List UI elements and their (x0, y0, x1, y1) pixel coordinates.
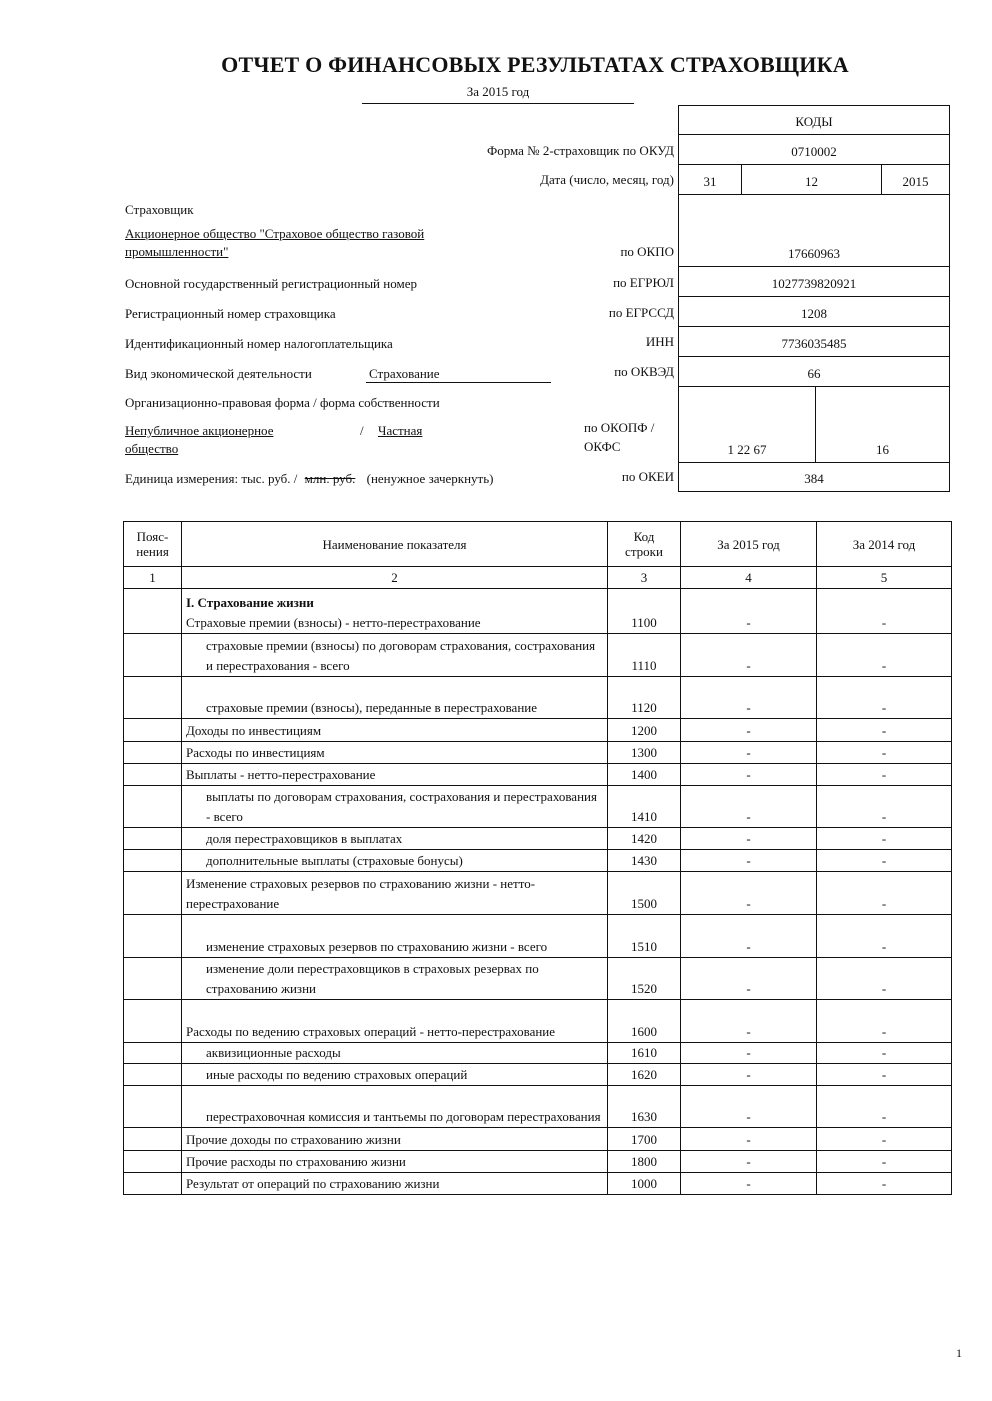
indicator-name-text: страховые премии (взносы) по договорам страхования, сострахования и перестрахования - всего (206, 638, 596, 673)
notes-cell (124, 1128, 182, 1151)
indicator-name-text: Изменение страховых резервов по страхованию жизни - нетто-перестрахование (186, 876, 536, 911)
value-2014: - (817, 872, 952, 915)
value-2015: - (681, 1151, 817, 1173)
value-2014: - (817, 1151, 952, 1173)
line-code: 1430 (608, 850, 681, 872)
table-row (124, 1064, 952, 1086)
indicator-name-text: выплаты по договорам страхования, сострахования и перестрахования - всего (206, 789, 597, 824)
table-row (124, 828, 952, 850)
okved-value: 66 (807, 366, 821, 381)
indicator-name-text: Расходы по инвестициям (186, 745, 325, 760)
line-code: 1800 (608, 1151, 681, 1173)
date-day: 31 (703, 174, 717, 189)
indicator-name (182, 1173, 608, 1195)
value-2014: - (817, 1128, 952, 1151)
indicator-name-text: Расходы по ведению страховых операций - нетто-перестрахование (186, 1024, 556, 1039)
insurer-label: Страховщик (125, 202, 194, 217)
value-2015: - (681, 742, 817, 764)
value-2015: - (681, 786, 817, 828)
egrul-label: по ЕГРЮЛ (613, 275, 674, 290)
indicator-name-text: изменение доли перестраховщиков в страховых резервах по страхованию жизни (206, 961, 539, 996)
inn-value: 7736035485 (781, 336, 847, 351)
table-header-row (124, 522, 952, 567)
line-code: 1600 (608, 1000, 681, 1043)
indicator-name-text: Результат от операций по страхованию жизни (186, 1176, 440, 1191)
section-title: I. Страхование жизни (186, 595, 314, 610)
report-period: За 2015 год (362, 84, 634, 104)
value-2015: - (681, 850, 817, 872)
notes-cell (124, 1151, 182, 1173)
okpo-value: 17660963 (788, 246, 840, 261)
unit-million-struck: млн. руб. (304, 471, 356, 486)
indicator-name-text: перестраховочная комиссия и тантьемы по договорам перестрахования (206, 1109, 601, 1124)
value-2014: - (817, 1173, 952, 1195)
table-row (124, 764, 952, 786)
header-notes: Пояс- нения (124, 522, 182, 567)
indicator-name (182, 915, 608, 958)
okei-value: 384 (804, 471, 824, 486)
indicator-name (182, 589, 608, 634)
line-code: 1410 (608, 786, 681, 828)
value-2014: - (817, 915, 952, 958)
notes-cell (124, 1043, 182, 1064)
table-row (124, 1086, 952, 1128)
notes-cell (124, 764, 182, 786)
value-2014: - (817, 589, 952, 634)
indicator-name (182, 1000, 608, 1043)
indicator-name (182, 742, 608, 764)
line-code: 1420 (608, 828, 681, 850)
okud-label: Форма № 2-страховщик по ОКУД (486, 143, 674, 158)
activity-value: Страхование (366, 366, 551, 383)
indicator-name-text: страховые премии (взносы), переданные в перестрахование (206, 700, 538, 715)
indicator-name (182, 634, 608, 677)
egrssd-label: по ЕГРССД (608, 305, 674, 320)
value-2014: - (817, 828, 952, 850)
indicator-name (182, 1064, 608, 1086)
indicator-name-text: аквизиционные расходы (206, 1045, 341, 1060)
table-row (124, 634, 952, 677)
line-code: 1520 (608, 958, 681, 1000)
notes-cell (124, 958, 182, 1000)
value-2014: - (817, 1000, 952, 1043)
indicator-name (182, 677, 608, 719)
line-code: 1620 (608, 1064, 681, 1086)
value-2015: - (681, 677, 817, 719)
column-number: 1 (124, 567, 182, 589)
indicator-name (182, 872, 608, 915)
value-2014: - (817, 850, 952, 872)
line-code: 1000 (608, 1173, 681, 1195)
indicator-name-text: доля перестраховщиков в выплатах (206, 831, 403, 846)
header-indicator-name: Наименование показателя (182, 522, 608, 567)
okopf-value: 1 22 67 (727, 442, 767, 457)
indicator-name-text: Прочие расходы по страхованию жизни (186, 1154, 406, 1169)
codes-box (678, 105, 950, 492)
table-row (124, 1151, 952, 1173)
value-2015: - (681, 1128, 817, 1151)
legal-form-line2: общество (125, 441, 179, 456)
indicator-name-text: Страховые премии (взносы) - нетто-перестрахование (186, 615, 481, 630)
unit-note: (ненужное зачеркнуть) (366, 471, 494, 486)
indicator-name (182, 850, 608, 872)
indicator-name (182, 786, 608, 828)
table-row (124, 1043, 952, 1064)
column-numbers-row (124, 567, 952, 589)
header-line-code: Код строки (608, 522, 681, 567)
value-2015: - (681, 1173, 817, 1195)
line-code: 1630 (608, 1086, 681, 1128)
financial-results-table (123, 521, 952, 1195)
header-2015: За 2015 год (681, 522, 817, 567)
notes-cell (124, 1000, 182, 1043)
indicator-name-text: Выплаты - нетто-перестрахование (186, 767, 376, 782)
value-2015: - (681, 1043, 817, 1064)
ogrn-label: Основной государственный регистрационный номер (125, 276, 417, 291)
notes-cell (124, 850, 182, 872)
line-code: 1110 (608, 634, 681, 677)
inn-text-label: Идентификационный номер налогоплательщика (125, 336, 393, 351)
line-code: 1200 (608, 719, 681, 742)
notes-cell (124, 1173, 182, 1195)
value-2015: - (681, 1064, 817, 1086)
column-number: 3 (608, 567, 681, 589)
notes-cell (124, 872, 182, 915)
header-2014: За 2014 год (817, 522, 952, 567)
indicator-name (182, 1086, 608, 1128)
table-row (124, 1173, 952, 1195)
legal-form-label: Организационно-правовая форма / форма собственности (125, 395, 440, 410)
indicator-name-text: иные расходы по ведению страховых операций (206, 1067, 468, 1082)
insurer-name-line2: промышленности" (125, 244, 229, 259)
indicator-name-text: изменение страховых резервов по страхованию жизни - всего (206, 939, 548, 954)
inn-label: ИНН (645, 334, 674, 349)
okud-value: 0710002 (791, 144, 837, 159)
indicator-name (182, 764, 608, 786)
date-month: 12 (741, 165, 881, 194)
indicator-name (182, 958, 608, 1000)
indicator-name (182, 719, 608, 742)
indicator-name (182, 1043, 608, 1064)
notes-cell (124, 677, 182, 719)
table-row (124, 1000, 952, 1043)
table-row (124, 589, 952, 634)
notes-cell (124, 1086, 182, 1128)
egrul-value: 1027739820921 (771, 276, 857, 291)
table-row (124, 742, 952, 764)
line-code: 1120 (608, 677, 681, 719)
indicator-name-text: Доходы по инвестициям (186, 723, 322, 738)
reg-number-label: Регистрационный номер страховщика (125, 306, 336, 321)
value-2015: - (681, 1086, 817, 1128)
legal-form-slash: / (360, 423, 364, 438)
report-title: ОТЧЕТ О ФИНАНСОВЫХ РЕЗУЛЬТАТАХ СТРАХОВЩИКА (221, 52, 849, 77)
activity-label: Вид экономической деятельности (125, 366, 312, 381)
value-2014: - (817, 677, 952, 719)
table-row (124, 786, 952, 828)
line-code: 1400 (608, 764, 681, 786)
date-label: Дата (число, месяц, год) (540, 172, 674, 187)
indicator-name (182, 1151, 608, 1173)
notes-cell (124, 742, 182, 764)
indicator-name-text: дополнительные выплаты (страховые бонусы) (206, 853, 463, 868)
table-row (124, 719, 952, 742)
unit-label (125, 471, 493, 487)
table-row (124, 958, 952, 1000)
notes-cell (124, 786, 182, 828)
line-code: 1500 (608, 872, 681, 915)
notes-cell (124, 719, 182, 742)
notes-cell (124, 1064, 182, 1086)
notes-cell (124, 828, 182, 850)
table-row (124, 915, 952, 958)
ownership-value: Частная (378, 423, 423, 438)
unit-thousand: Единица измерения: тыс. руб. / (125, 471, 298, 486)
insurer-name-line1: Акционерное общество "Страховое общество газовой (125, 226, 425, 241)
notes-cell (124, 915, 182, 958)
okfs-value: 16 (815, 387, 949, 462)
value-2015: - (681, 589, 817, 634)
indicator-name (182, 1128, 608, 1151)
line-code: 1700 (608, 1128, 681, 1151)
value-2015: - (681, 915, 817, 958)
table-row (124, 872, 952, 915)
value-2014: - (817, 764, 952, 786)
value-2015: - (681, 872, 817, 915)
value-2014: - (817, 958, 952, 1000)
okpo-label: по ОКПО (620, 244, 674, 259)
okfs-label: ОКФС (584, 439, 621, 454)
okei-label: по ОКЕИ (621, 469, 674, 484)
indicator-name-text: Прочие доходы по страхованию жизни (186, 1132, 401, 1147)
value-2015: - (681, 719, 817, 742)
line-code: 1510 (608, 915, 681, 958)
table-row (124, 850, 952, 872)
table-row (124, 677, 952, 719)
line-code: 1610 (608, 1043, 681, 1064)
value-2014: - (817, 719, 952, 742)
egrssd-value: 1208 (801, 306, 827, 321)
value-2014: - (817, 1043, 952, 1064)
value-2014: - (817, 634, 952, 677)
column-number: 2 (182, 567, 608, 589)
codes-heading: КОДЫ (795, 114, 833, 129)
okved-label: по ОКВЭД (614, 364, 674, 379)
line-code: 1300 (608, 742, 681, 764)
legal-form-line1: Непубличное акционерное (125, 423, 274, 438)
indicator-name (182, 828, 608, 850)
okopf-label: по ОКОПФ / (584, 420, 655, 435)
value-2014: - (817, 1086, 952, 1128)
value-2015: - (681, 1000, 817, 1043)
value-2015: - (681, 828, 817, 850)
value-2014: - (817, 786, 952, 828)
column-number: 5 (817, 567, 952, 589)
value-2014: - (817, 1064, 952, 1086)
value-2014: - (817, 742, 952, 764)
date-year: 2015 (881, 165, 949, 194)
line-code: 1100 (608, 589, 681, 634)
page-number: 1 (956, 1346, 962, 1360)
notes-cell (124, 634, 182, 677)
table-row (124, 1128, 952, 1151)
column-number: 4 (681, 567, 817, 589)
value-2015: - (681, 634, 817, 677)
value-2015: - (681, 958, 817, 1000)
notes-cell (124, 589, 182, 634)
value-2015: - (681, 764, 817, 786)
